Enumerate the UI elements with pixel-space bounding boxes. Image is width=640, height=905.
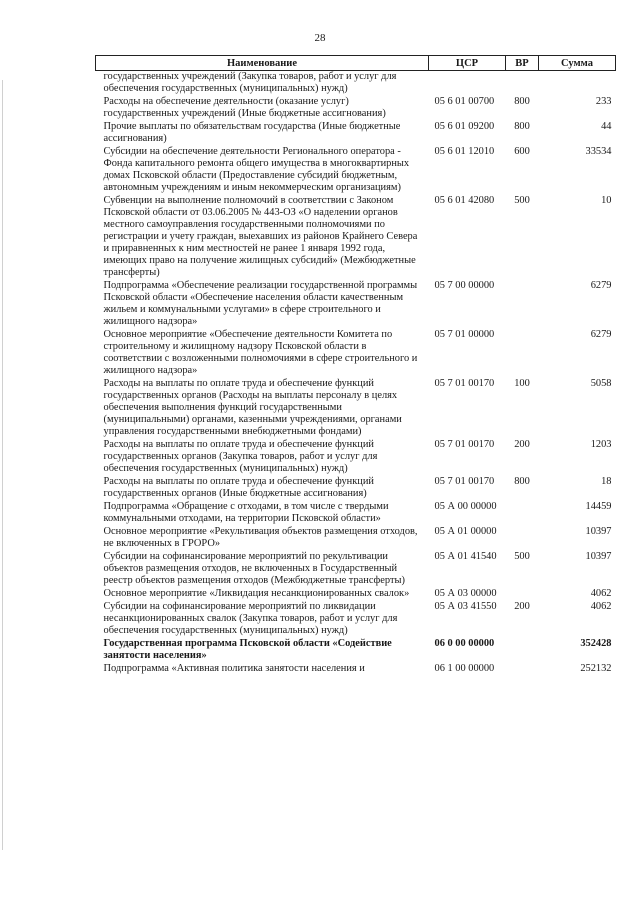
row-csr-cell: 05 А 01 00000 <box>434 526 497 537</box>
row-sum-cell: 44 <box>601 121 612 132</box>
row-sum-cell: 4062 <box>590 601 612 612</box>
row-vr-cell: 100 <box>514 378 530 389</box>
row-name-cell: Субсидии на софинансирование мероприятий по ликвидации несанкционированных свалок (Закупка товаров, работ и услуг для обеспечения государственных (муниципальных) нужд) <box>103 601 398 636</box>
header-vr: ВР <box>506 56 539 71</box>
row-name-cell: Основное мероприятие «Рекультивация объектов размещения отходов, не включенных в ГРОРО» <box>103 526 418 549</box>
budget-table <box>95 55 616 676</box>
row-name-cell: Расходы на выплаты по оплате труда и обеспечение функций государственных органов (Иные бюджетные ассигнования) <box>103 476 374 499</box>
row-vr-cell <box>506 638 539 663</box>
table-row <box>96 476 616 501</box>
row-name-cell: Расходы на выплаты по оплате труда и обеспечение функций государственных органов (Расходы на выплаты персоналу в целях обеспечения выполнения функций государственными (муниципальными) органами, казенными учреждениями, органами управления государственными внебюджетными фондами) <box>103 378 402 437</box>
row-vr-cell: 500 <box>514 195 530 206</box>
scan-edge-line <box>2 80 3 850</box>
row-name-cell: Государственная программа Псковской области «Содействие занятости населения» <box>103 638 392 661</box>
row-csr-cell: 05 А 01 41540 <box>434 551 497 562</box>
row-vr-cell <box>506 280 539 329</box>
row-csr-cell: 05 А 03 41550 <box>434 601 497 612</box>
table-header-row <box>96 56 616 71</box>
table-row <box>96 551 616 588</box>
row-sum-cell: 233 <box>595 96 612 107</box>
row-sum-cell: 18 <box>601 476 612 487</box>
row-sum-cell: 14459 <box>585 501 612 512</box>
row-csr-cell: 05 7 01 00170 <box>434 439 495 450</box>
row-csr-cell: 06 0 00 00000 <box>434 638 495 649</box>
row-sum-cell: 352428 <box>580 638 612 649</box>
row-csr-cell: 05 7 00 00000 <box>434 280 495 291</box>
row-name-cell: Основное мероприятие «Обеспечение деятельности Комитета по строительному и жилищному надзору Псковской области в соответствии с возложенными полномочиями в сфере строительного и жилищного надзора» <box>103 329 418 376</box>
row-sum-cell: 6279 <box>590 280 612 291</box>
row-csr-cell: 06 1 00 00000 <box>434 663 495 674</box>
row-name-cell: Расходы на обеспечение деятельности (оказание услуг) государственных учреждений (Иные бюджетные ассигнования) <box>103 96 386 119</box>
row-name-cell: Субсидии на софинансирование мероприятий по рекультивации объектов размещения отходов, не включенных в Государственный реестр объектов размещения отходов (Межбюджетные трансферты) <box>103 551 405 586</box>
table-row <box>96 96 616 121</box>
table-row <box>96 601 616 638</box>
table-row <box>96 146 616 195</box>
row-vr-cell: 800 <box>514 476 530 487</box>
row-csr-cell: 05 А 00 00000 <box>434 501 497 512</box>
row-name-cell: Расходы на выплаты по оплате труда и обеспечение функций государственных органов (Закупка товаров, работ и услуг для обеспечения государственных (муниципальных) нужд) <box>103 439 378 474</box>
row-csr-cell: 05 7 01 00170 <box>434 378 495 389</box>
row-csr-cell: 05 6 01 42080 <box>434 195 495 206</box>
table-row <box>96 329 616 378</box>
row-name-cell: Субвенции на выполнение полномочий в соответствии с Законом Псковской области от 03.06.2005 № 443-ОЗ «О наделении органов местного самоуправления государственными полномочиями по регистрации и учету граждан, выехавших из районов Крайнего Севера и приравненных к ним местностей не ранее 1 января 1992 года, имеющих право на получение жилищных субсидий» (Межбюджетные трансферты) <box>103 195 418 278</box>
row-sum-cell: 252132 <box>580 663 612 674</box>
row-sum-cell: 6279 <box>590 329 612 340</box>
row-csr-cell: 05 6 01 09200 <box>434 121 495 132</box>
table-row <box>96 663 616 676</box>
row-csr-cell: 05 6 01 12010 <box>434 146 495 157</box>
row-csr-cell: 05 А 03 00000 <box>434 588 497 599</box>
row-name-cell: государственных учреждений (Закупка товаров, работ и услуг для обеспечения государственных (муниципальных) нужд) <box>103 71 397 94</box>
budget-table-container <box>95 55 615 676</box>
row-csr-cell: 05 6 01 00700 <box>434 96 495 107</box>
row-name-cell: Подпрограмма «Обеспечение реализации государственной программы Псковской области «Обеспечение населения области качественным жильем и коммунальными услугами» в сфере строительного и жилищного надзора» <box>103 280 418 327</box>
row-vr-cell: 800 <box>514 96 530 107</box>
row-sum-cell: 10397 <box>585 526 612 537</box>
header-csr: ЦСР <box>429 56 506 71</box>
row-sum-cell: 5058 <box>590 378 612 389</box>
row-vr-cell <box>506 526 539 551</box>
table-row <box>96 121 616 146</box>
row-sum-cell: 4062 <box>590 588 612 599</box>
row-sum-cell: 33534 <box>585 146 612 157</box>
header-sum: Сумма <box>539 56 616 71</box>
table-row <box>96 588 616 601</box>
row-csr-cell: 05 7 01 00170 <box>434 476 495 487</box>
table-row <box>96 280 616 329</box>
table-row <box>96 501 616 526</box>
table-row <box>96 71 616 97</box>
row-sum-cell: 10397 <box>585 551 612 562</box>
table-row <box>96 195 616 280</box>
table-row <box>96 526 616 551</box>
row-vr-cell: 500 <box>514 551 530 562</box>
table-body <box>96 71 616 677</box>
row-vr-cell: 800 <box>514 121 530 132</box>
row-vr-cell <box>506 588 539 601</box>
row-name-cell: Подпрограмма «Обращение с отходами, в том числе с твердыми коммунальными отходами, на территории Псковской области» <box>103 501 389 524</box>
row-csr-cell: 05 7 01 00000 <box>434 329 495 340</box>
table-row <box>96 439 616 476</box>
row-vr-cell <box>506 329 539 378</box>
row-vr-cell <box>506 71 539 97</box>
page-number: 28 <box>314 32 326 44</box>
row-csr-cell <box>429 71 506 97</box>
row-name-cell: Субсидии на обеспечение деятельности Регионального оператора - Фонда капитального ремонта общего имущества в многоквартирных домах Псковской области (Предоставление субсидий бюджетным, автономным учреждениям и иным некоммерческим организациям) <box>103 146 410 193</box>
row-sum-cell: 10 <box>601 195 612 206</box>
row-sum-cell <box>539 71 616 97</box>
row-vr-cell: 200 <box>514 601 530 612</box>
row-name-cell: Основное мероприятие «Ликвидация несанкционированных свалок» <box>103 588 410 599</box>
header-name: Наименование <box>96 56 429 71</box>
row-name-cell: Подпрограмма «Активная политика занятости населения и <box>103 663 365 674</box>
row-vr-cell <box>506 501 539 526</box>
row-vr-cell: 600 <box>514 146 530 157</box>
table-row <box>96 638 616 663</box>
row-vr-cell <box>506 663 539 676</box>
row-name-cell: Прочие выплаты по обязательствам государства (Иные бюджетные ассигнования) <box>103 121 401 144</box>
row-vr-cell: 200 <box>514 439 530 450</box>
table-row <box>96 378 616 439</box>
row-sum-cell: 1203 <box>590 439 612 450</box>
